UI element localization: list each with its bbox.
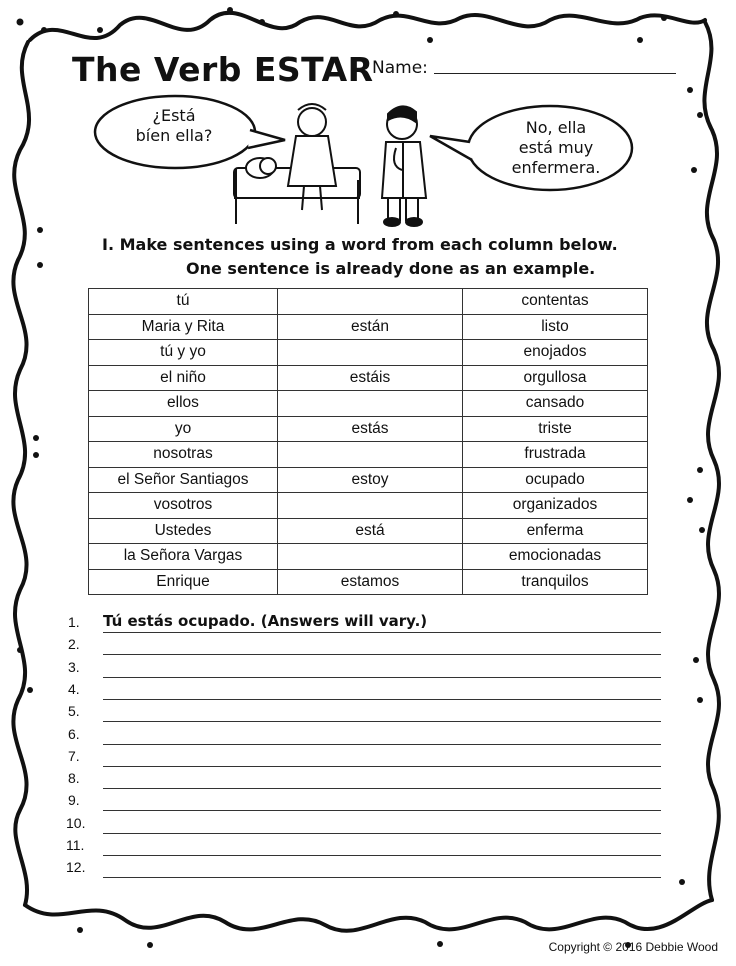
adjective-cell: triste (463, 416, 648, 442)
verb-cell: estamos (278, 569, 463, 595)
speech-bubble-right-text (490, 118, 622, 178)
adjective-cell: enojados (463, 340, 648, 366)
sentence-number: 12. (66, 859, 86, 876)
adjective-cell: emocionadas (463, 544, 648, 570)
table-row (89, 569, 648, 595)
subject-cell: el Señor Santiagos (89, 467, 278, 493)
bubble-right-line: No, ella (525, 118, 587, 137)
answer-line[interactable] (103, 857, 661, 878)
answer-line[interactable] (103, 679, 661, 700)
table-row (89, 340, 648, 366)
worksheet-title: The Verb ESTAR (72, 50, 374, 89)
sentence-number: 6. (68, 725, 80, 742)
verb-cell (278, 493, 463, 519)
verb-cell (278, 289, 463, 315)
subject-cell: Maria y Rita (89, 314, 278, 340)
word-columns-table (88, 288, 648, 595)
name-label: Name: (372, 58, 428, 78)
bubble-right-line: está muy (518, 138, 594, 157)
sentence-number: 1. (68, 614, 80, 630)
adjective-cell: organizados (463, 493, 648, 519)
subject-cell: vosotros (89, 493, 278, 519)
example-sentence: Tú estás ocupado. (Answers will vary.) (103, 612, 661, 633)
sentence-number: 10. (66, 814, 86, 831)
name-field[interactable] (434, 73, 676, 74)
subject-cell: tú (89, 289, 278, 315)
answer-line[interactable] (103, 790, 661, 811)
verb-cell (278, 340, 463, 366)
sentence-number: 11. (66, 837, 85, 853)
sentence-number: 5. (68, 703, 80, 720)
adjective-cell: orgullosa (463, 365, 648, 391)
table-row (89, 416, 648, 442)
adjective-cell: enferma (463, 518, 648, 544)
instructions-line-2: One sentence is already done as an example. (186, 259, 596, 278)
sentence-number: 2. (68, 636, 80, 653)
subject-cell: ellos (89, 391, 278, 417)
answer-line[interactable] (103, 835, 661, 856)
sentence-number: 3. (68, 658, 80, 675)
answer-line[interactable] (103, 768, 661, 789)
bubble-left-line: bíen ella? (135, 126, 213, 145)
verb-cell: estás (278, 416, 463, 442)
subject-cell: la Señora Vargas (89, 544, 278, 570)
bubble-left-line: ¿Está (152, 106, 196, 125)
adjective-cell: listo (463, 314, 648, 340)
verb-cell (278, 442, 463, 468)
subject-cell: el niño (89, 365, 278, 391)
subject-cell: Enrique (89, 569, 278, 595)
table-row (89, 442, 648, 468)
sentence-number: 7. (68, 747, 80, 764)
adjective-cell: ocupado (463, 467, 648, 493)
table-row (89, 544, 648, 570)
sentence-number: 8. (68, 770, 80, 787)
sentence-number: 9. (68, 792, 80, 809)
answer-line[interactable] (103, 657, 661, 678)
answer-line[interactable] (103, 724, 661, 745)
instructions-line-1: I. Make sentences using a word from each column below. (102, 235, 618, 254)
verb-cell: estoy (278, 467, 463, 493)
table-row (89, 493, 648, 519)
verb-cell: está (278, 518, 463, 544)
adjective-cell: contentas (463, 289, 648, 315)
table-row (89, 467, 648, 493)
subject-cell: nosotras (89, 442, 278, 468)
verb-cell: estáis (278, 365, 463, 391)
bubble-right-line: enfermera. (511, 158, 601, 177)
table-row (89, 314, 648, 340)
adjective-cell: tranquilos (463, 569, 648, 595)
sentence-number: 4. (68, 680, 80, 697)
answer-line[interactable] (103, 813, 661, 834)
table-row (89, 365, 648, 391)
subject-cell: Ustedes (89, 518, 278, 544)
adjective-cell: cansado (463, 391, 648, 417)
answer-line[interactable] (103, 746, 661, 767)
speech-bubble-left-text (104, 106, 244, 146)
table-row (89, 518, 648, 544)
answer-line[interactable] (103, 701, 661, 722)
verb-cell (278, 544, 463, 570)
table-row (89, 289, 648, 315)
subject-cell: yo (89, 416, 278, 442)
table-row (89, 391, 648, 417)
copyright-notice: Copyright © 2016 Debbie Wood (548, 940, 718, 954)
verb-cell: están (278, 314, 463, 340)
adjective-cell: frustrada (463, 442, 648, 468)
answer-line[interactable] (103, 634, 661, 655)
verb-cell (278, 391, 463, 417)
subject-cell: tú y yo (89, 340, 278, 366)
